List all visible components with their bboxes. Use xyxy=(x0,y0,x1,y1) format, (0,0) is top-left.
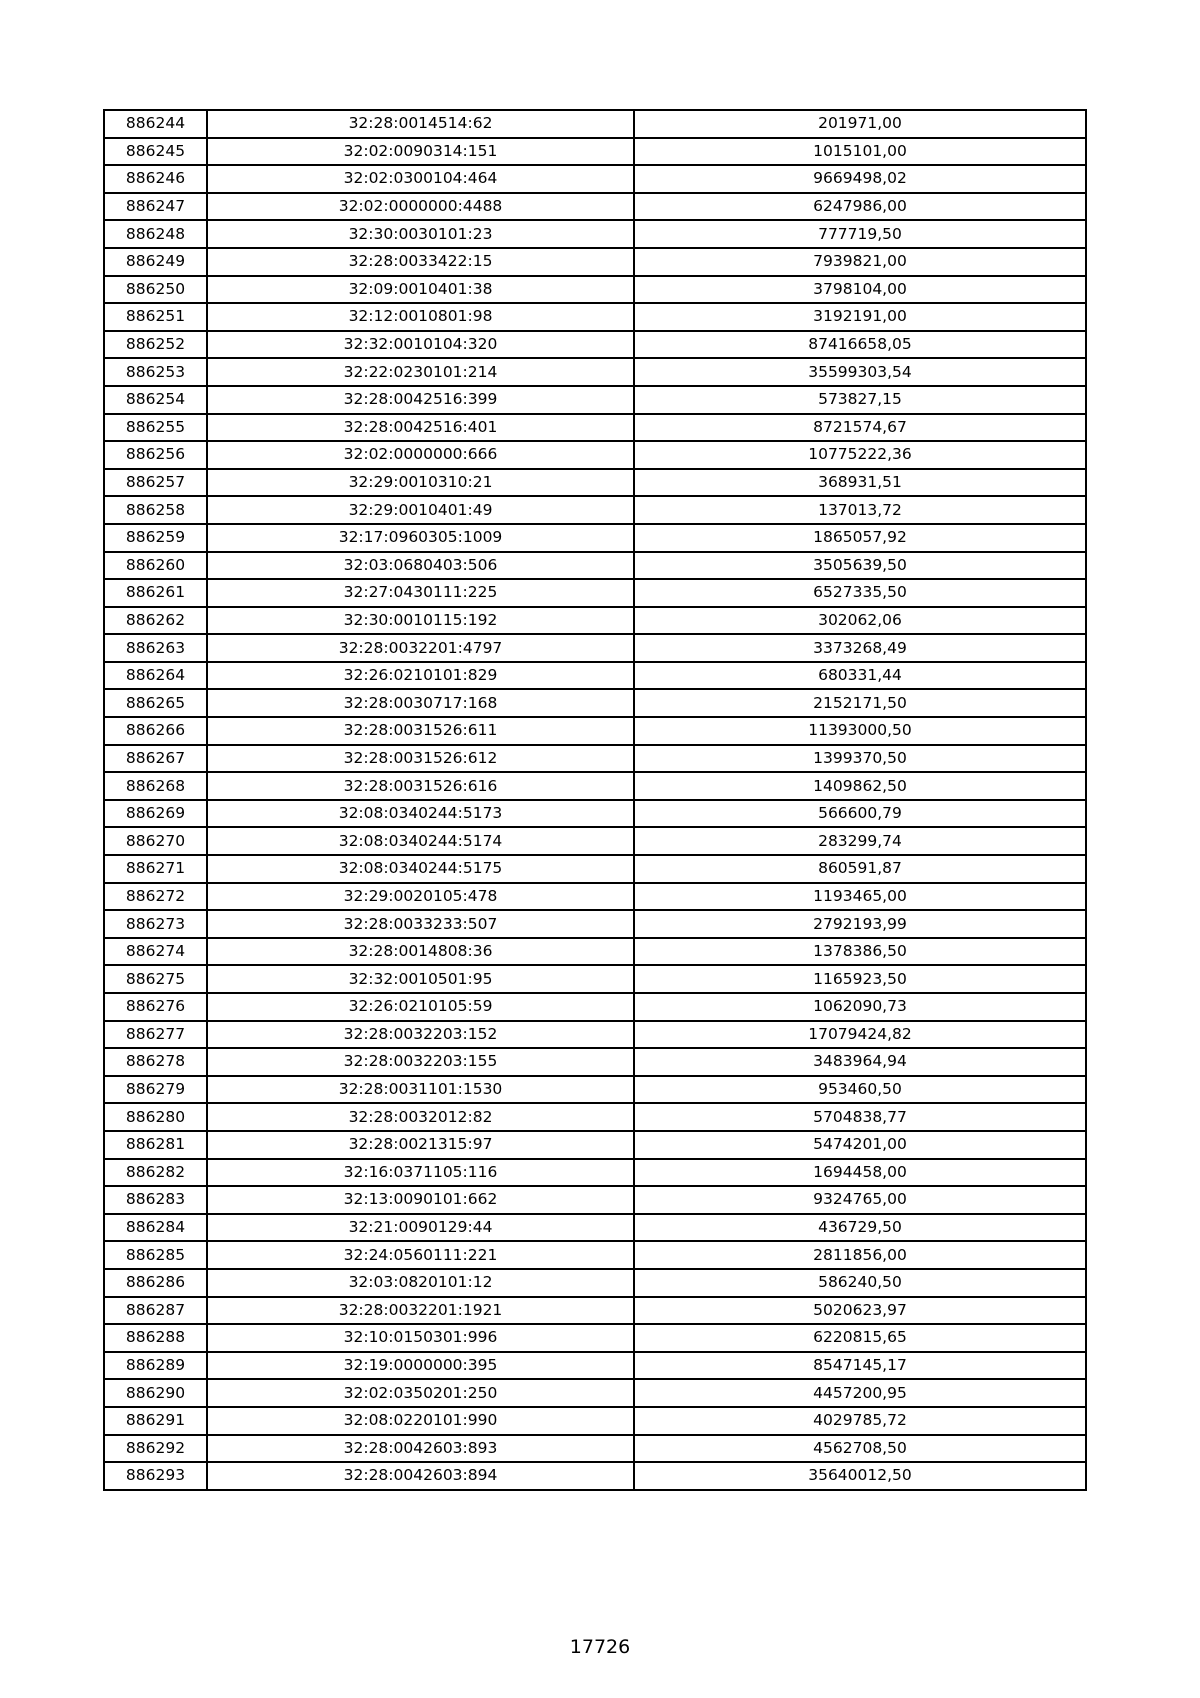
row-number-cell: 886258 xyxy=(104,496,207,524)
table-row xyxy=(104,1048,1086,1076)
cadastral-number-cell: 32:28:0014808:36 xyxy=(207,938,634,966)
row-number-cell: 886255 xyxy=(104,414,207,442)
data-table xyxy=(103,109,1087,1491)
value-cell: 368931,51 xyxy=(634,469,1086,497)
row-number-cell: 886262 xyxy=(104,607,207,635)
row-number-cell: 886274 xyxy=(104,938,207,966)
page-number: 17726 xyxy=(569,1636,631,1658)
value-cell: 11393000,50 xyxy=(634,717,1086,745)
value-cell: 6220815,65 xyxy=(634,1324,1086,1352)
cadastral-number-cell: 32:28:0032201:1921 xyxy=(207,1297,634,1325)
row-number-cell: 886248 xyxy=(104,220,207,248)
table-row xyxy=(104,772,1086,800)
cadastral-number-cell: 32:28:0032012:82 xyxy=(207,1103,634,1131)
value-cell: 680331,44 xyxy=(634,662,1086,690)
row-number-cell: 886251 xyxy=(104,303,207,331)
value-cell: 777719,50 xyxy=(634,220,1086,248)
table-row xyxy=(104,1352,1086,1380)
row-number-cell: 886267 xyxy=(104,745,207,773)
table-row xyxy=(104,910,1086,938)
row-number-cell: 886278 xyxy=(104,1048,207,1076)
table-row xyxy=(104,386,1086,414)
table-row xyxy=(104,110,1086,138)
table-row xyxy=(104,607,1086,635)
table-row xyxy=(104,220,1086,248)
table-row xyxy=(104,883,1086,911)
value-cell: 5704838,77 xyxy=(634,1103,1086,1131)
table-body xyxy=(104,110,1086,1490)
cadastral-number-cell: 32:28:0033233:507 xyxy=(207,910,634,938)
row-number-cell: 886285 xyxy=(104,1241,207,1269)
table-row xyxy=(104,1407,1086,1435)
row-number-cell: 886291 xyxy=(104,1407,207,1435)
table-row xyxy=(104,1214,1086,1242)
table-row xyxy=(104,303,1086,331)
cadastral-number-cell: 32:28:0031526:616 xyxy=(207,772,634,800)
table-row xyxy=(104,524,1086,552)
row-number-cell: 886290 xyxy=(104,1379,207,1407)
table-row xyxy=(104,1269,1086,1297)
row-number-cell: 886250 xyxy=(104,276,207,304)
row-number-cell: 886286 xyxy=(104,1269,207,1297)
cadastral-number-cell: 32:17:0960305:1009 xyxy=(207,524,634,552)
table-row xyxy=(104,1297,1086,1325)
table-row xyxy=(104,552,1086,580)
table-row xyxy=(104,717,1086,745)
value-cell: 2152171,50 xyxy=(634,689,1086,717)
table-row xyxy=(104,1435,1086,1463)
table-row xyxy=(104,1379,1086,1407)
table-row xyxy=(104,1462,1086,1490)
cadastral-number-cell: 32:28:0032201:4797 xyxy=(207,634,634,662)
row-number-cell: 886283 xyxy=(104,1186,207,1214)
value-cell: 35599303,54 xyxy=(634,358,1086,386)
cadastral-number-cell: 32:32:0010104:320 xyxy=(207,331,634,359)
cadastral-number-cell: 32:28:0032203:152 xyxy=(207,1021,634,1049)
row-number-cell: 886252 xyxy=(104,331,207,359)
cadastral-number-cell: 32:21:0090129:44 xyxy=(207,1214,634,1242)
row-number-cell: 886253 xyxy=(104,358,207,386)
row-number-cell: 886275 xyxy=(104,965,207,993)
value-cell: 1694458,00 xyxy=(634,1159,1086,1187)
value-cell: 137013,72 xyxy=(634,496,1086,524)
cadastral-number-cell: 32:08:0340244:5174 xyxy=(207,827,634,855)
row-number-cell: 886276 xyxy=(104,993,207,1021)
row-number-cell: 886266 xyxy=(104,717,207,745)
table-row xyxy=(104,331,1086,359)
cadastral-number-cell: 32:29:0010401:49 xyxy=(207,496,634,524)
cadastral-number-cell: 32:28:0031526:611 xyxy=(207,717,634,745)
cadastral-number-cell: 32:28:0014514:62 xyxy=(207,110,634,138)
table-row xyxy=(104,276,1086,304)
cadastral-number-cell: 32:09:0010401:38 xyxy=(207,276,634,304)
table-row xyxy=(104,827,1086,855)
row-number-cell: 886265 xyxy=(104,689,207,717)
row-number-cell: 886289 xyxy=(104,1352,207,1380)
cadastral-number-cell: 32:16:0371105:116 xyxy=(207,1159,634,1187)
row-number-cell: 886293 xyxy=(104,1462,207,1490)
table-row xyxy=(104,138,1086,166)
table-row xyxy=(104,358,1086,386)
value-cell: 7939821,00 xyxy=(634,248,1086,276)
cadastral-number-cell: 32:29:0010310:21 xyxy=(207,469,634,497)
value-cell: 2792193,99 xyxy=(634,910,1086,938)
value-cell: 87416658,05 xyxy=(634,331,1086,359)
value-cell: 5474201,00 xyxy=(634,1131,1086,1159)
value-cell: 10775222,36 xyxy=(634,441,1086,469)
row-number-cell: 886254 xyxy=(104,386,207,414)
value-cell: 5020623,97 xyxy=(634,1297,1086,1325)
row-number-cell: 886271 xyxy=(104,855,207,883)
table-row xyxy=(104,496,1086,524)
value-cell: 3483964,94 xyxy=(634,1048,1086,1076)
value-cell: 953460,50 xyxy=(634,1076,1086,1104)
cadastral-number-cell: 32:30:0030101:23 xyxy=(207,220,634,248)
cadastral-number-cell: 32:28:0032203:155 xyxy=(207,1048,634,1076)
table-row xyxy=(104,689,1086,717)
value-cell: 1378386,50 xyxy=(634,938,1086,966)
value-cell: 3798104,00 xyxy=(634,276,1086,304)
table-row xyxy=(104,414,1086,442)
table-row xyxy=(104,855,1086,883)
cadastral-number-cell: 32:12:0010801:98 xyxy=(207,303,634,331)
row-number-cell: 886257 xyxy=(104,469,207,497)
cadastral-number-cell: 32:28:0042516:401 xyxy=(207,414,634,442)
value-cell: 4457200,95 xyxy=(634,1379,1086,1407)
value-cell: 2811856,00 xyxy=(634,1241,1086,1269)
row-number-cell: 886292 xyxy=(104,1435,207,1463)
value-cell: 17079424,82 xyxy=(634,1021,1086,1049)
value-cell: 6527335,50 xyxy=(634,579,1086,607)
row-number-cell: 886279 xyxy=(104,1076,207,1104)
row-number-cell: 886249 xyxy=(104,248,207,276)
cadastral-number-cell: 32:22:0230101:214 xyxy=(207,358,634,386)
value-cell: 586240,50 xyxy=(634,1269,1086,1297)
row-number-cell: 886244 xyxy=(104,110,207,138)
table-row xyxy=(104,965,1086,993)
table-row xyxy=(104,165,1086,193)
cadastral-number-cell: 32:28:0042603:894 xyxy=(207,1462,634,1490)
value-cell: 436729,50 xyxy=(634,1214,1086,1242)
cadastral-number-cell: 32:27:0430111:225 xyxy=(207,579,634,607)
row-number-cell: 886245 xyxy=(104,138,207,166)
value-cell: 9669498,02 xyxy=(634,165,1086,193)
cadastral-number-cell: 32:02:0350201:250 xyxy=(207,1379,634,1407)
row-number-cell: 886260 xyxy=(104,552,207,580)
value-cell: 9324765,00 xyxy=(634,1186,1086,1214)
table-row xyxy=(104,1076,1086,1104)
value-cell: 1399370,50 xyxy=(634,745,1086,773)
table-row xyxy=(104,1324,1086,1352)
value-cell: 566600,79 xyxy=(634,800,1086,828)
row-number-cell: 886263 xyxy=(104,634,207,662)
value-cell: 1165923,50 xyxy=(634,965,1086,993)
cadastral-number-cell: 32:02:0090314:151 xyxy=(207,138,634,166)
row-number-cell: 886284 xyxy=(104,1214,207,1242)
cadastral-number-cell: 32:29:0020105:478 xyxy=(207,883,634,911)
row-number-cell: 886261 xyxy=(104,579,207,607)
cadastral-number-cell: 32:02:0300104:464 xyxy=(207,165,634,193)
table-row xyxy=(104,634,1086,662)
cadastral-number-cell: 32:08:0220101:990 xyxy=(207,1407,634,1435)
value-cell: 35640012,50 xyxy=(634,1462,1086,1490)
table-row xyxy=(104,1159,1086,1187)
value-cell: 1193465,00 xyxy=(634,883,1086,911)
table-row xyxy=(104,1103,1086,1131)
cadastral-number-cell: 32:28:0021315:97 xyxy=(207,1131,634,1159)
cadastral-number-cell: 32:03:0820101:12 xyxy=(207,1269,634,1297)
table-row xyxy=(104,193,1086,221)
cadastral-number-cell: 32:08:0340244:5173 xyxy=(207,800,634,828)
table-row xyxy=(104,248,1086,276)
value-cell: 1409862,50 xyxy=(634,772,1086,800)
row-number-cell: 886288 xyxy=(104,1324,207,1352)
cadastral-number-cell: 32:24:0560111:221 xyxy=(207,1241,634,1269)
cadastral-number-cell: 32:28:0042516:399 xyxy=(207,386,634,414)
cadastral-number-cell: 32:28:0031101:1530 xyxy=(207,1076,634,1104)
table-row xyxy=(104,800,1086,828)
row-number-cell: 886277 xyxy=(104,1021,207,1049)
value-cell: 302062,06 xyxy=(634,607,1086,635)
table-row xyxy=(104,745,1086,773)
value-cell: 3192191,00 xyxy=(634,303,1086,331)
row-number-cell: 886273 xyxy=(104,910,207,938)
value-cell: 573827,15 xyxy=(634,386,1086,414)
cadastral-number-cell: 32:28:0031526:612 xyxy=(207,745,634,773)
row-number-cell: 886282 xyxy=(104,1159,207,1187)
row-number-cell: 886246 xyxy=(104,165,207,193)
value-cell: 1015101,00 xyxy=(634,138,1086,166)
table-row xyxy=(104,1186,1086,1214)
table-row xyxy=(104,1131,1086,1159)
value-cell: 8721574,67 xyxy=(634,414,1086,442)
row-number-cell: 886264 xyxy=(104,662,207,690)
row-number-cell: 886247 xyxy=(104,193,207,221)
table-row xyxy=(104,469,1086,497)
cadastral-number-cell: 32:02:0000000:666 xyxy=(207,441,634,469)
cadastral-number-cell: 32:26:0210105:59 xyxy=(207,993,634,1021)
value-cell: 1865057,92 xyxy=(634,524,1086,552)
row-number-cell: 886256 xyxy=(104,441,207,469)
row-number-cell: 886281 xyxy=(104,1131,207,1159)
value-cell: 4029785,72 xyxy=(634,1407,1086,1435)
row-number-cell: 886270 xyxy=(104,827,207,855)
cadastral-number-cell: 32:26:0210101:829 xyxy=(207,662,634,690)
value-cell: 3373268,49 xyxy=(634,634,1086,662)
table-row xyxy=(104,441,1086,469)
cadastral-number-cell: 32:02:0000000:4488 xyxy=(207,193,634,221)
value-cell: 860591,87 xyxy=(634,855,1086,883)
cadastral-number-cell: 32:13:0090101:662 xyxy=(207,1186,634,1214)
row-number-cell: 886272 xyxy=(104,883,207,911)
table-row xyxy=(104,579,1086,607)
cadastral-number-cell: 32:30:0010115:192 xyxy=(207,607,634,635)
table-row xyxy=(104,938,1086,966)
value-cell: 4562708,50 xyxy=(634,1435,1086,1463)
value-cell: 1062090,73 xyxy=(634,993,1086,1021)
cadastral-number-cell: 32:28:0030717:168 xyxy=(207,689,634,717)
row-number-cell: 886287 xyxy=(104,1297,207,1325)
value-cell: 6247986,00 xyxy=(634,193,1086,221)
row-number-cell: 886269 xyxy=(104,800,207,828)
value-cell: 283299,74 xyxy=(634,827,1086,855)
table-row xyxy=(104,1241,1086,1269)
row-number-cell: 886280 xyxy=(104,1103,207,1131)
cadastral-number-cell: 32:28:0042603:893 xyxy=(207,1435,634,1463)
cadastral-number-cell: 32:19:0000000:395 xyxy=(207,1352,634,1380)
row-number-cell: 886259 xyxy=(104,524,207,552)
table-row xyxy=(104,993,1086,1021)
row-number-cell: 886268 xyxy=(104,772,207,800)
cadastral-number-cell: 32:32:0010501:95 xyxy=(207,965,634,993)
table-row xyxy=(104,1021,1086,1049)
cadastral-number-cell: 32:03:0680403:506 xyxy=(207,552,634,580)
value-cell: 3505639,50 xyxy=(634,552,1086,580)
cadastral-number-cell: 32:28:0033422:15 xyxy=(207,248,634,276)
cadastral-number-cell: 32:08:0340244:5175 xyxy=(207,855,634,883)
table-row xyxy=(104,662,1086,690)
value-cell: 8547145,17 xyxy=(634,1352,1086,1380)
cadastral-number-cell: 32:10:0150301:996 xyxy=(207,1324,634,1352)
value-cell: 201971,00 xyxy=(634,110,1086,138)
